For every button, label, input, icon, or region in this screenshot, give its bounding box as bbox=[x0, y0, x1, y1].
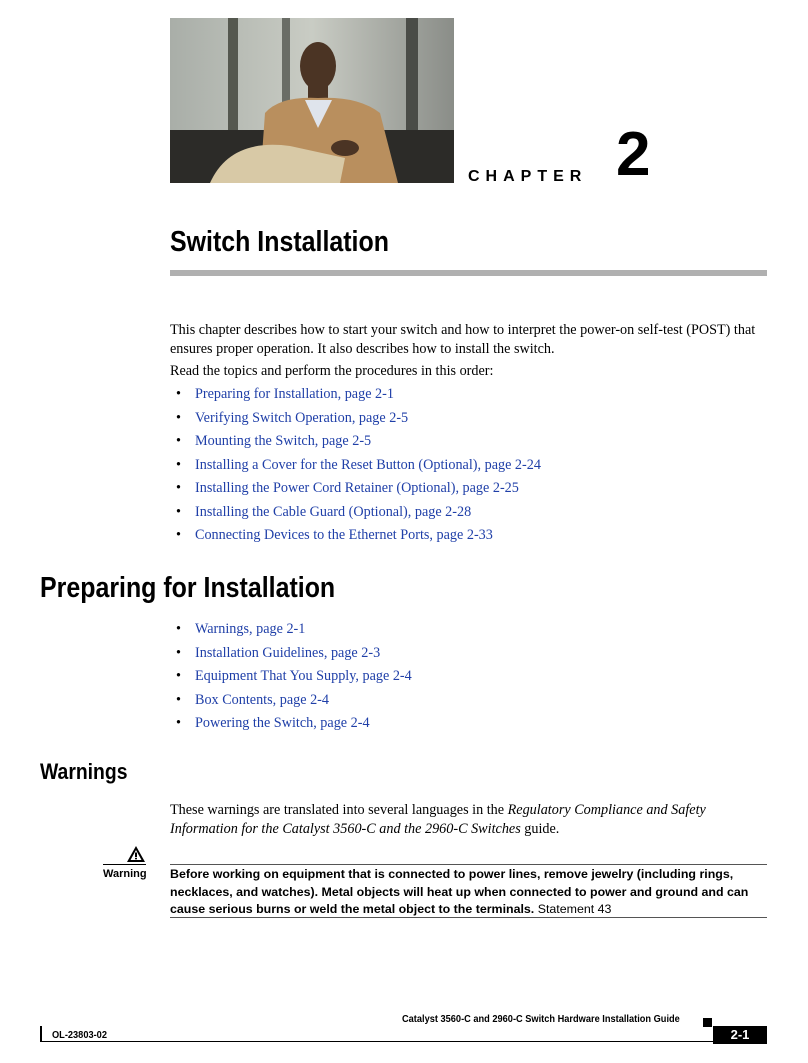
preparing-topic-list bbox=[170, 620, 412, 738]
bullet: • bbox=[176, 386, 181, 402]
bullet: • bbox=[176, 621, 181, 637]
bullet: • bbox=[176, 715, 181, 731]
read-instruction: Read the topics and perform the procedures in this order: bbox=[170, 363, 494, 379]
warning-top-rule bbox=[170, 864, 767, 865]
warnings-intro-prefix: These warnings are translated into several languages in the bbox=[170, 802, 508, 818]
warning-label: Warning bbox=[103, 868, 147, 880]
footer-marker bbox=[703, 1018, 712, 1027]
toc-link[interactable]: Preparing for Installation, page 2-1 bbox=[195, 386, 394, 402]
list-item bbox=[170, 503, 541, 527]
bullet: • bbox=[176, 409, 181, 426]
warnings-intro-suffix: guide. bbox=[520, 821, 560, 837]
intro-paragraph: This chapter describes how to start your switch and how to interpret the power-on self-test (POST) that ensures proper operation. It also describes how to install the switch. bbox=[170, 322, 756, 357]
list-item bbox=[170, 667, 412, 691]
section-heading-warnings: Warnings bbox=[40, 759, 128, 784]
list-item bbox=[170, 691, 412, 715]
chapter-title: Switch Installation bbox=[170, 226, 389, 258]
toc-link[interactable]: Powering the Switch, page 2-4 bbox=[195, 715, 370, 731]
toc-link[interactable]: Equipment That You Supply, page 2-4 bbox=[195, 668, 412, 684]
bullet: • bbox=[176, 668, 181, 684]
bullet: • bbox=[176, 433, 181, 449]
list-item bbox=[170, 409, 541, 433]
toc-link[interactable]: Mounting the Switch, page 2-5 bbox=[195, 433, 372, 449]
toc-link[interactable]: Verifying Switch Operation, page 2-5 bbox=[195, 409, 409, 426]
list-item bbox=[170, 620, 412, 644]
warning-triangle-icon bbox=[126, 845, 146, 863]
bullet: • bbox=[176, 691, 181, 708]
chapter-label: CHAPTER bbox=[468, 168, 588, 185]
chapter-photo bbox=[170, 18, 454, 183]
footer-doc-number: OL-23803-02 bbox=[52, 1029, 107, 1041]
list-item bbox=[170, 432, 541, 456]
toc-link[interactable]: Installation Guidelines, page 2-3 bbox=[195, 644, 381, 661]
toc-link[interactable]: Warnings, page 2-1 bbox=[195, 621, 306, 637]
list-item bbox=[170, 456, 541, 480]
warning-text bbox=[170, 866, 768, 919]
title-rule bbox=[170, 270, 767, 276]
list-item bbox=[170, 479, 541, 503]
footer-page-number: 2-1 bbox=[713, 1026, 767, 1044]
list-item bbox=[170, 526, 541, 550]
footer-rule bbox=[40, 1041, 767, 1042]
footer-guide-title: Catalyst 3560-C and 2960-C Switch Hardware Installation Guide bbox=[402, 1013, 680, 1025]
bullet: • bbox=[176, 456, 181, 473]
warnings-guide-title: Regulatory Compliance and Safety Information for the Catalyst 3560-C and the 2960-C Switches bbox=[170, 802, 706, 837]
bullet: • bbox=[176, 480, 181, 496]
bullet: • bbox=[176, 644, 181, 661]
warning-statement-number: Statement 43 bbox=[534, 902, 612, 916]
bullet: • bbox=[176, 527, 181, 543]
toc-link[interactable]: Box Contents, page 2-4 bbox=[195, 691, 329, 708]
section-heading-preparing: Preparing for Installation bbox=[40, 572, 336, 604]
warnings-intro bbox=[170, 801, 770, 839]
list-item bbox=[170, 644, 412, 668]
list-item bbox=[170, 385, 541, 409]
warning-label-rule bbox=[103, 864, 146, 865]
toc-link[interactable]: Connecting Devices to the Ethernet Ports, page 2-33 bbox=[195, 527, 493, 543]
toc-link[interactable]: Installing the Cable Guard (Optional), page 2-28 bbox=[195, 503, 472, 520]
toc-link[interactable]: Installing the Power Cord Retainer (Optional), page 2-25 bbox=[195, 480, 519, 496]
bullet: • bbox=[176, 503, 181, 520]
list-item bbox=[170, 714, 412, 738]
chapter-number: 2 bbox=[616, 120, 651, 189]
toc-link[interactable]: Installing a Cover for the Reset Button (Optional), page 2-24 bbox=[195, 456, 541, 473]
topic-list bbox=[170, 385, 541, 550]
warning-statement-bold: Before working on equipment that is connected to power lines, remove jewelry (including rings, necklaces, and watches). Metal objects will heat up when connected to power and ground and can cause serious burns or weld the metal object to the terminals. bbox=[170, 867, 749, 916]
footer-left-bar bbox=[40, 1026, 42, 1041]
warning-bottom-rule bbox=[170, 917, 767, 918]
